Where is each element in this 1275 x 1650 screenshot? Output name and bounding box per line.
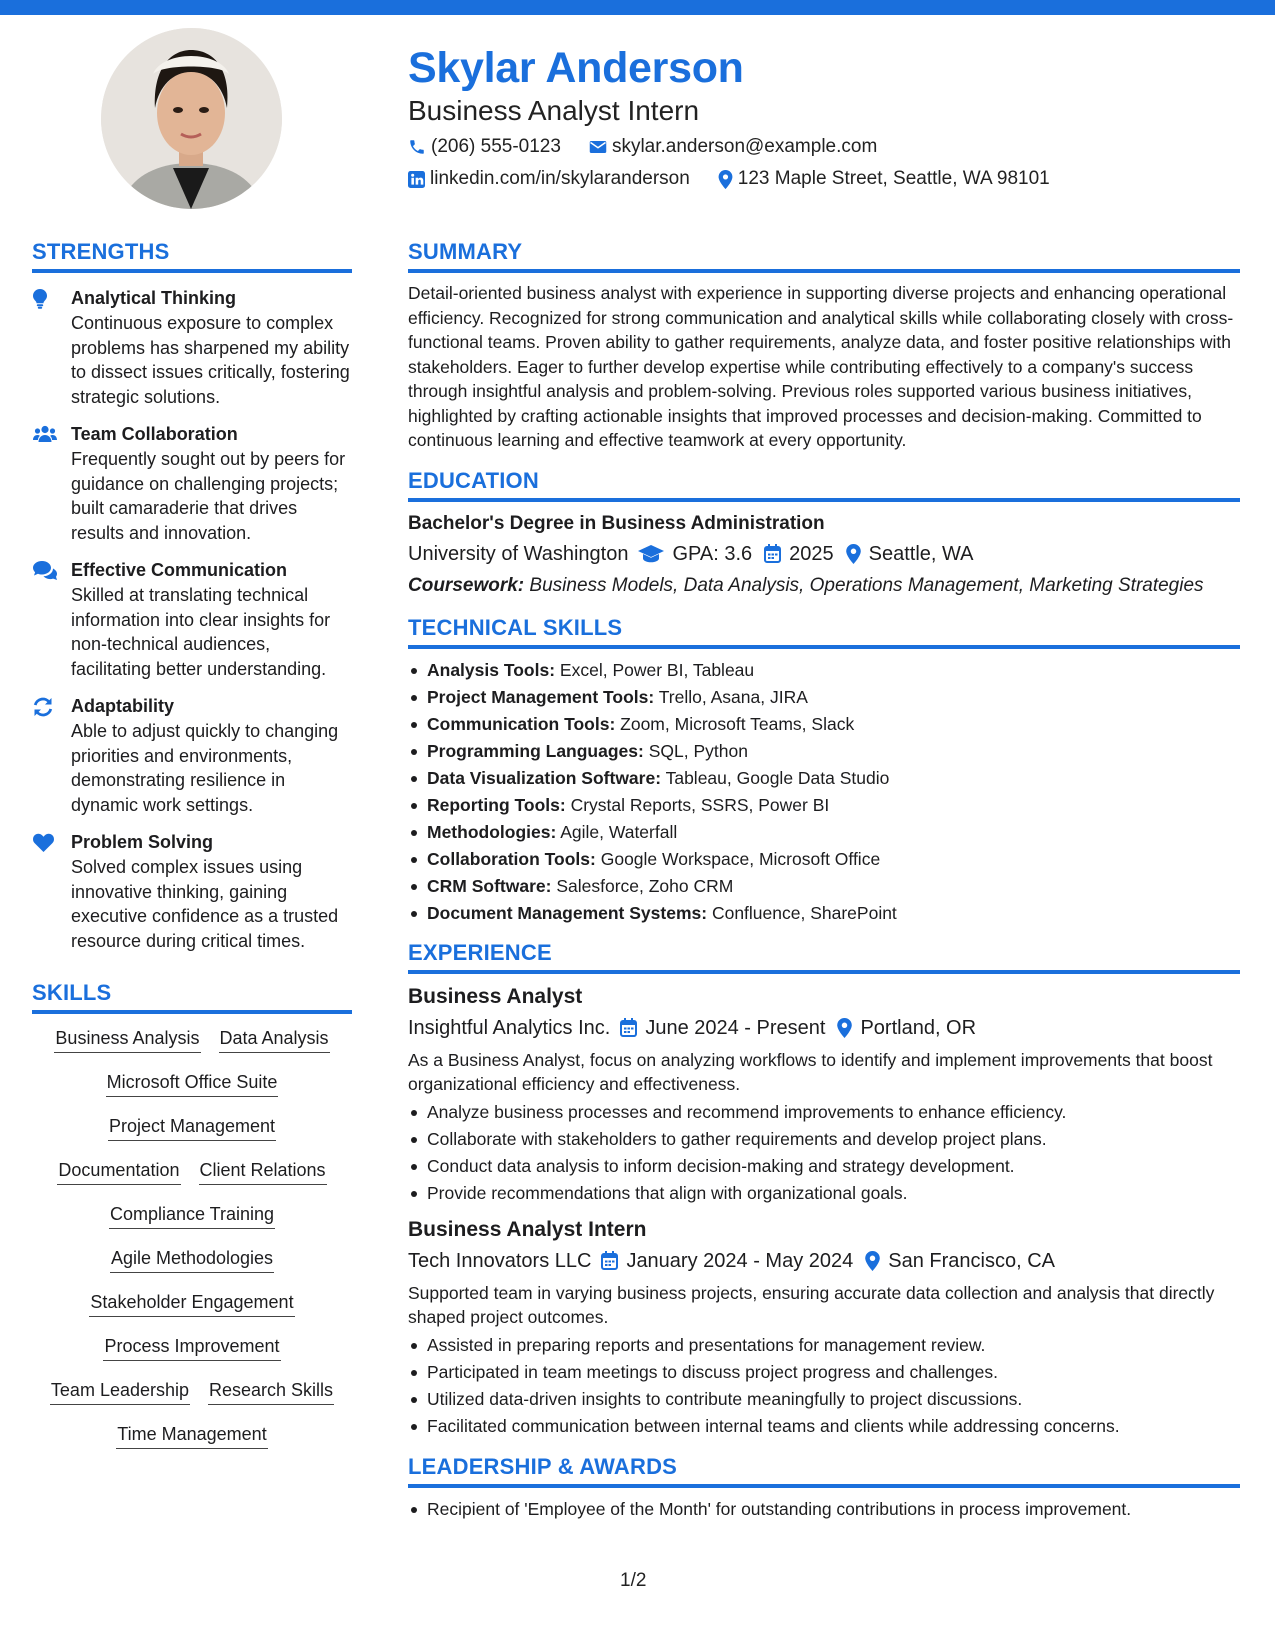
skill-tag: Documentation: [57, 1158, 180, 1185]
strength-name: Analytical Thinking: [71, 288, 237, 308]
experience-heading: EXPERIENCE: [408, 939, 1240, 974]
technical-skill-item: [408, 900, 1240, 927]
technical-skill-label: Document Management Systems:: [427, 902, 708, 923]
strength-name: Adaptability: [71, 696, 175, 716]
address-text: 123 Maple Street, Seattle, WA 98101: [737, 168, 1050, 189]
calendar-icon: [620, 1018, 637, 1037]
top-accent-bar: [0, 0, 1275, 15]
coursework-label: Coursework:: [408, 574, 525, 596]
skill-tag: Time Management: [116, 1422, 267, 1449]
technical-skill-item: [408, 657, 1240, 684]
list-item: Conduct data analysis to inform decision-making and strategy development.: [408, 1153, 1240, 1180]
candidate-name: Skylar Anderson: [408, 44, 744, 92]
technical-skills-heading: TECHNICAL SKILLS: [408, 614, 1240, 649]
resume-header: [408, 42, 1228, 192]
education-meta: [408, 540, 1240, 568]
skill-tag: Research Skills: [208, 1378, 334, 1405]
job-description: As a Business Analyst, focus on analyzing workflows to identify and implement improvements that boost organizational efficiency and effectiveness.: [408, 1049, 1213, 1094]
candidate-role: Business Analyst Intern: [408, 95, 700, 126]
map-pin-icon: [846, 544, 861, 564]
strength-item: [32, 422, 352, 545]
job-title: Business Analyst: [408, 984, 583, 1008]
technical-skill-label: Programming Languages:: [427, 740, 644, 761]
strength-name: Team Collaboration: [71, 424, 238, 444]
list-item: Collaborate with stakeholders to gather requirements and develop project plans.: [408, 1126, 1240, 1153]
job-entry: [408, 1216, 1240, 1440]
technical-skill-item: [408, 819, 1240, 846]
heart-icon: [32, 830, 71, 953]
degree-title: Bachelor's Degree in Business Administration: [408, 512, 825, 534]
technical-skill-value: SQL, Python: [648, 740, 748, 761]
profile-photo: [101, 28, 282, 209]
coursework: [408, 573, 1240, 598]
coursework-list: Business Models, Data Analysis, Operations Management, Marketing Strategies: [529, 574, 1204, 596]
map-pin-icon: [837, 1018, 852, 1038]
skills-row: [32, 1114, 352, 1141]
technical-skills-list: [408, 657, 1240, 927]
job-bullets: [408, 1099, 1240, 1207]
strength-desc: Continuous exposure to complex problems has sharpened my ability to dissect issues critically, fostering strategic solutions.: [71, 313, 350, 407]
job-location: Portland, OR: [860, 1016, 977, 1039]
technical-skill-item: [408, 684, 1240, 711]
skills-row: [32, 1070, 352, 1097]
phone-icon: [408, 138, 426, 156]
comments-icon: [32, 558, 71, 681]
technical-skill-value: Crystal Reports, SSRS, Power BI: [570, 794, 830, 815]
job-bullets: [408, 1332, 1240, 1440]
technical-skill-label: Data Visualization Software:: [427, 767, 662, 788]
school-name: University of Washington: [408, 542, 629, 565]
company-name: Insightful Analytics Inc.: [408, 1016, 611, 1039]
skills-row: [32, 1158, 352, 1185]
technical-skill-label: Project Management Tools:: [427, 686, 655, 707]
job-meta: [408, 1014, 1240, 1042]
technical-skill-value: Agile, Waterfall: [560, 821, 678, 842]
users-icon: [32, 422, 71, 545]
list-item: Participated in team meetings to discuss project progress and challenges.: [408, 1359, 1240, 1386]
strength-desc: Skilled at translating technical information into clear insights for non-technical audiences, facilitating better understanding.: [71, 585, 331, 679]
strength-name: Effective Communication: [71, 560, 288, 580]
sync-icon: [32, 694, 71, 817]
technical-skill-item: [408, 873, 1240, 900]
technical-skill-item: [408, 846, 1240, 873]
job-dates: January 2024 - May 2024: [626, 1249, 854, 1272]
technical-skill-label: Communication Tools:: [427, 713, 616, 734]
technical-skill-value: Trello, Asana, JIRA: [658, 686, 808, 707]
experience-list: [408, 983, 1240, 1440]
skill-tag: Business Analysis: [54, 1026, 200, 1053]
skills-row: [32, 1246, 352, 1273]
skills-row: [32, 1422, 352, 1449]
skills-row: [32, 1378, 352, 1405]
list-item: Facilitated communication between internal teams and clients while addressing concerns.: [408, 1413, 1240, 1440]
strength-item: [32, 286, 352, 409]
skills-row: [32, 1334, 352, 1361]
skills-heading: SKILLS: [32, 979, 352, 1014]
technical-skill-value: Excel, Power BI, Tableau: [559, 659, 755, 680]
graduation-cap-icon: [638, 545, 664, 563]
skill-tag: Client Relations: [199, 1158, 327, 1185]
summary-text: Detail-oriented business analyst with experience in supporting diverse projects and enhancing operational efficiency. Recognized for strong communication and analytical skills while collaborating closely with cross-functional teams. Proven ability to gather requirements, analyze data, and foster positive relationships with stakeholders. Eager to further develop expertise while contributing effectively to a company's success through insightful analysis and problem-solving. Previous roles supported various business initiatives, highlighted by crafting actionable insights that improved processes and decision-making. Committed to continuous learning and effective teamwork at every opportunity.: [408, 283, 1234, 450]
gpa-text: GPA: 3.6: [672, 542, 753, 565]
technical-skill-value: Tableau, Google Data Studio: [665, 767, 890, 788]
lightbulb-icon: [32, 286, 71, 409]
technical-skill-label: Reporting Tools:: [427, 794, 566, 815]
phone-text[interactable]: (206) 555-0123: [431, 136, 561, 157]
list-item: Assisted in preparing reports and presentations for management review.: [408, 1332, 1240, 1359]
skill-tag: Team Leadership: [50, 1378, 190, 1405]
skill-tag: Microsoft Office Suite: [106, 1070, 279, 1097]
list-item: Recipient of 'Employee of the Month' for outstanding contributions in process improvement.: [408, 1496, 1240, 1523]
strength-item: [32, 558, 352, 681]
map-pin-icon: [865, 1251, 880, 1271]
job-description: Supported team in varying business projects, ensuring accurate data collection and analysis that directly shaped project outcomes.: [408, 1282, 1215, 1327]
contact-row-2: [408, 166, 1228, 192]
job-entry: [408, 983, 1240, 1207]
leadership-heading: LEADERSHIP & AWARDS: [408, 1453, 1240, 1488]
contact-row-1: [408, 134, 1228, 160]
linkedin-icon: [408, 171, 425, 188]
technical-skill-label: Methodologies:: [427, 821, 557, 842]
skills-row: [32, 1202, 352, 1229]
page-number: 1/2: [620, 1570, 647, 1591]
education-heading: EDUCATION: [408, 467, 1240, 502]
strengths-heading: STRENGTHS: [32, 238, 352, 273]
strength-desc: Solved complex issues using innovative thinking, gaining executive confidence as a trusted resource during critical times.: [71, 857, 339, 951]
map-pin-icon: [718, 170, 733, 189]
right-column: [408, 238, 1240, 1523]
graduation-year: 2025: [789, 542, 834, 565]
technical-skill-item: [408, 765, 1240, 792]
technical-skill-label: CRM Software:: [427, 875, 552, 896]
skill-tag: Data Analysis: [219, 1026, 330, 1053]
skill-tag: Process Improvement: [103, 1334, 280, 1361]
skills-row: [32, 1026, 352, 1053]
strength-item: [32, 694, 352, 817]
technical-skill-value: Zoom, Microsoft Teams, Slack: [620, 713, 855, 734]
summary-heading: SUMMARY: [408, 238, 1240, 273]
leadership-list: [408, 1496, 1240, 1523]
technical-skill-item: [408, 738, 1240, 765]
technical-skill-label: Analysis Tools:: [427, 659, 556, 680]
envelope-icon: [589, 139, 607, 155]
calendar-icon: [764, 544, 781, 563]
email-link[interactable]: skylar.anderson@example.com: [611, 136, 878, 157]
school-location: Seattle, WA: [868, 542, 974, 565]
list-item: Utilized data-driven insights to contribute meaningfully to project discussions.: [408, 1386, 1240, 1413]
list-item: Provide recommendations that align with organizational goals.: [408, 1180, 1240, 1207]
technical-skill-value: Google Workspace, Microsoft Office: [600, 848, 881, 869]
job-title: Business Analyst Intern: [408, 1217, 647, 1241]
linkedin-link[interactable]: linkedin.com/in/skylaranderson: [430, 168, 690, 189]
strength-name: Problem Solving: [71, 832, 214, 852]
job-location: San Francisco, CA: [888, 1249, 1055, 1272]
strength-desc: Able to adjust quickly to changing priorities and environments, demonstrating resilience in dynamic work settings.: [71, 721, 339, 815]
skill-tag: Project Management: [108, 1114, 276, 1141]
list-item: Analyze business processes and recommend improvements to enhance efficiency.: [408, 1099, 1240, 1126]
left-column: [32, 238, 352, 1466]
skills-list: [32, 1026, 352, 1449]
technical-skill-value: Salesforce, Zoho CRM: [556, 875, 734, 896]
technical-skill-item: [408, 711, 1240, 738]
skill-tag: Agile Methodologies: [110, 1246, 274, 1273]
skill-tag: Compliance Training: [109, 1202, 275, 1229]
calendar-icon: [601, 1251, 618, 1270]
technical-skill-value: Confluence, SharePoint: [711, 902, 897, 923]
technical-skill-label: Collaboration Tools:: [427, 848, 596, 869]
job-dates: June 2024 - Present: [645, 1016, 826, 1039]
skills-row: [32, 1290, 352, 1317]
company-name: Tech Innovators LLC: [408, 1249, 592, 1272]
job-meta: [408, 1247, 1240, 1275]
skill-tag: Stakeholder Engagement: [89, 1290, 294, 1317]
strength-desc: Frequently sought out by peers for guidance on challenging projects; built camaraderie that drives results and innovation.: [71, 449, 346, 543]
strength-item: [32, 830, 352, 953]
technical-skill-item: [408, 792, 1240, 819]
